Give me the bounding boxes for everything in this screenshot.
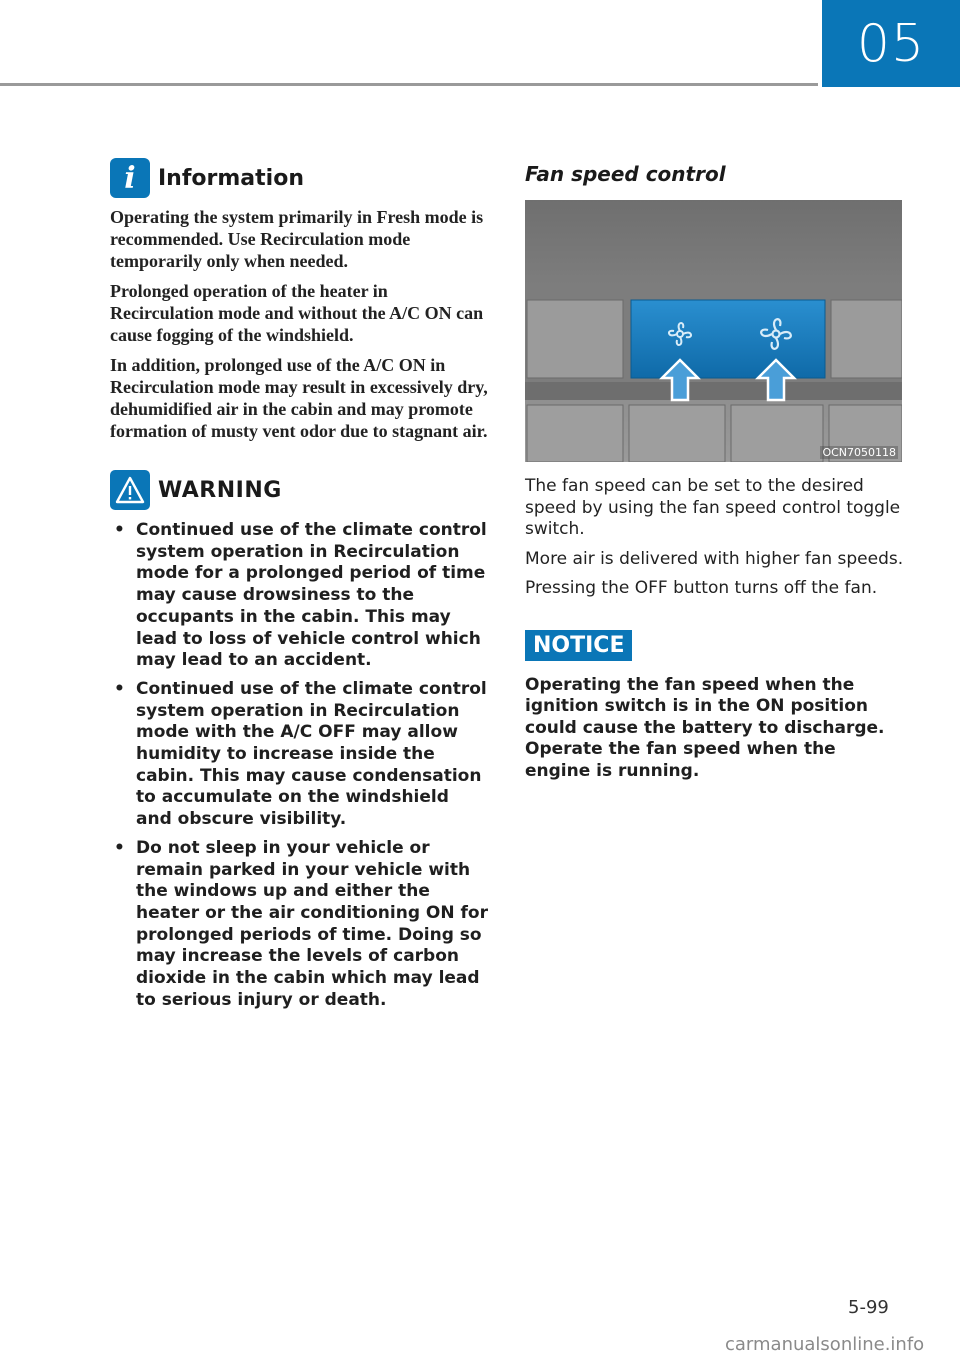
information-header	[110, 158, 490, 198]
header-rule	[0, 83, 818, 86]
notice-badge: NOTICE	[525, 630, 632, 661]
page-number: 5-99	[848, 1297, 889, 1318]
warning-title: WARNING	[158, 477, 282, 503]
information-paragraph: In addition, prolonged use of the A/C ON in Recirculation mode may result in excessively dry, dehumidified air in the cabin and may promote formation of musty vent odor due to stagnant air.	[110, 355, 488, 441]
warning-triangle-icon	[110, 470, 150, 510]
information-paragraph: Prolonged operation of the heater in Recirculation mode and without the A/C ON can cause fogging of the windshield.	[110, 281, 484, 345]
warning-item: • Do not sleep in your vehicle or remain parked in your vehicle with the windows up and either the heater or the air conditioning ON for prolonged periods of time. Doing so may increase the levels of carbon dioxide in the cabin which may lead to serious injury or death.	[110, 838, 490, 1012]
warning-header	[110, 470, 490, 510]
notice-text: Operating the fan speed when the ignition switch is in the ON position could cause the battery to discharge. Operate the fan speed when the engine is running.	[525, 674, 885, 781]
right-column	[525, 158, 905, 782]
fan-control-figure	[525, 200, 902, 462]
info-icon: i	[110, 158, 150, 198]
fan-control-illustration	[525, 200, 902, 462]
figure-code: OCN7050118	[822, 446, 896, 459]
body-paragraph: Pressing the OFF button turns off the fan.	[525, 578, 878, 598]
warning-item: • Continued use of the climate control system operation in Recirculation mode for a prolonged period of time may cause drowsiness to the occupants in the cabin. This may lead to loss of vehicle control which may lead to an accident.	[110, 520, 490, 672]
warning-list	[110, 520, 490, 1011]
information-title: Information	[158, 165, 304, 191]
left-column	[110, 158, 490, 1018]
warning-item: • Continued use of the climate control system operation in Recirculation mode with the A/C OFF may allow humidity to increase inside the cabin. This may cause condensation to accumulate on the windshield and obscure visibility.	[110, 679, 490, 831]
chapter-tab: 05	[822, 0, 960, 87]
body-paragraph: The fan speed can be set to the desired speed by using the fan speed control toggle switch.	[525, 476, 901, 539]
body-paragraph: More air is delivered with higher fan speeds.	[525, 548, 904, 569]
watermark: carmanualsonline.info	[725, 1334, 925, 1355]
information-paragraph: Operating the system primarily in Fresh mode is recommended. Use Recirculation mode temporarily only when needed.	[110, 207, 484, 271]
section-title: Fan speed control	[525, 162, 726, 186]
